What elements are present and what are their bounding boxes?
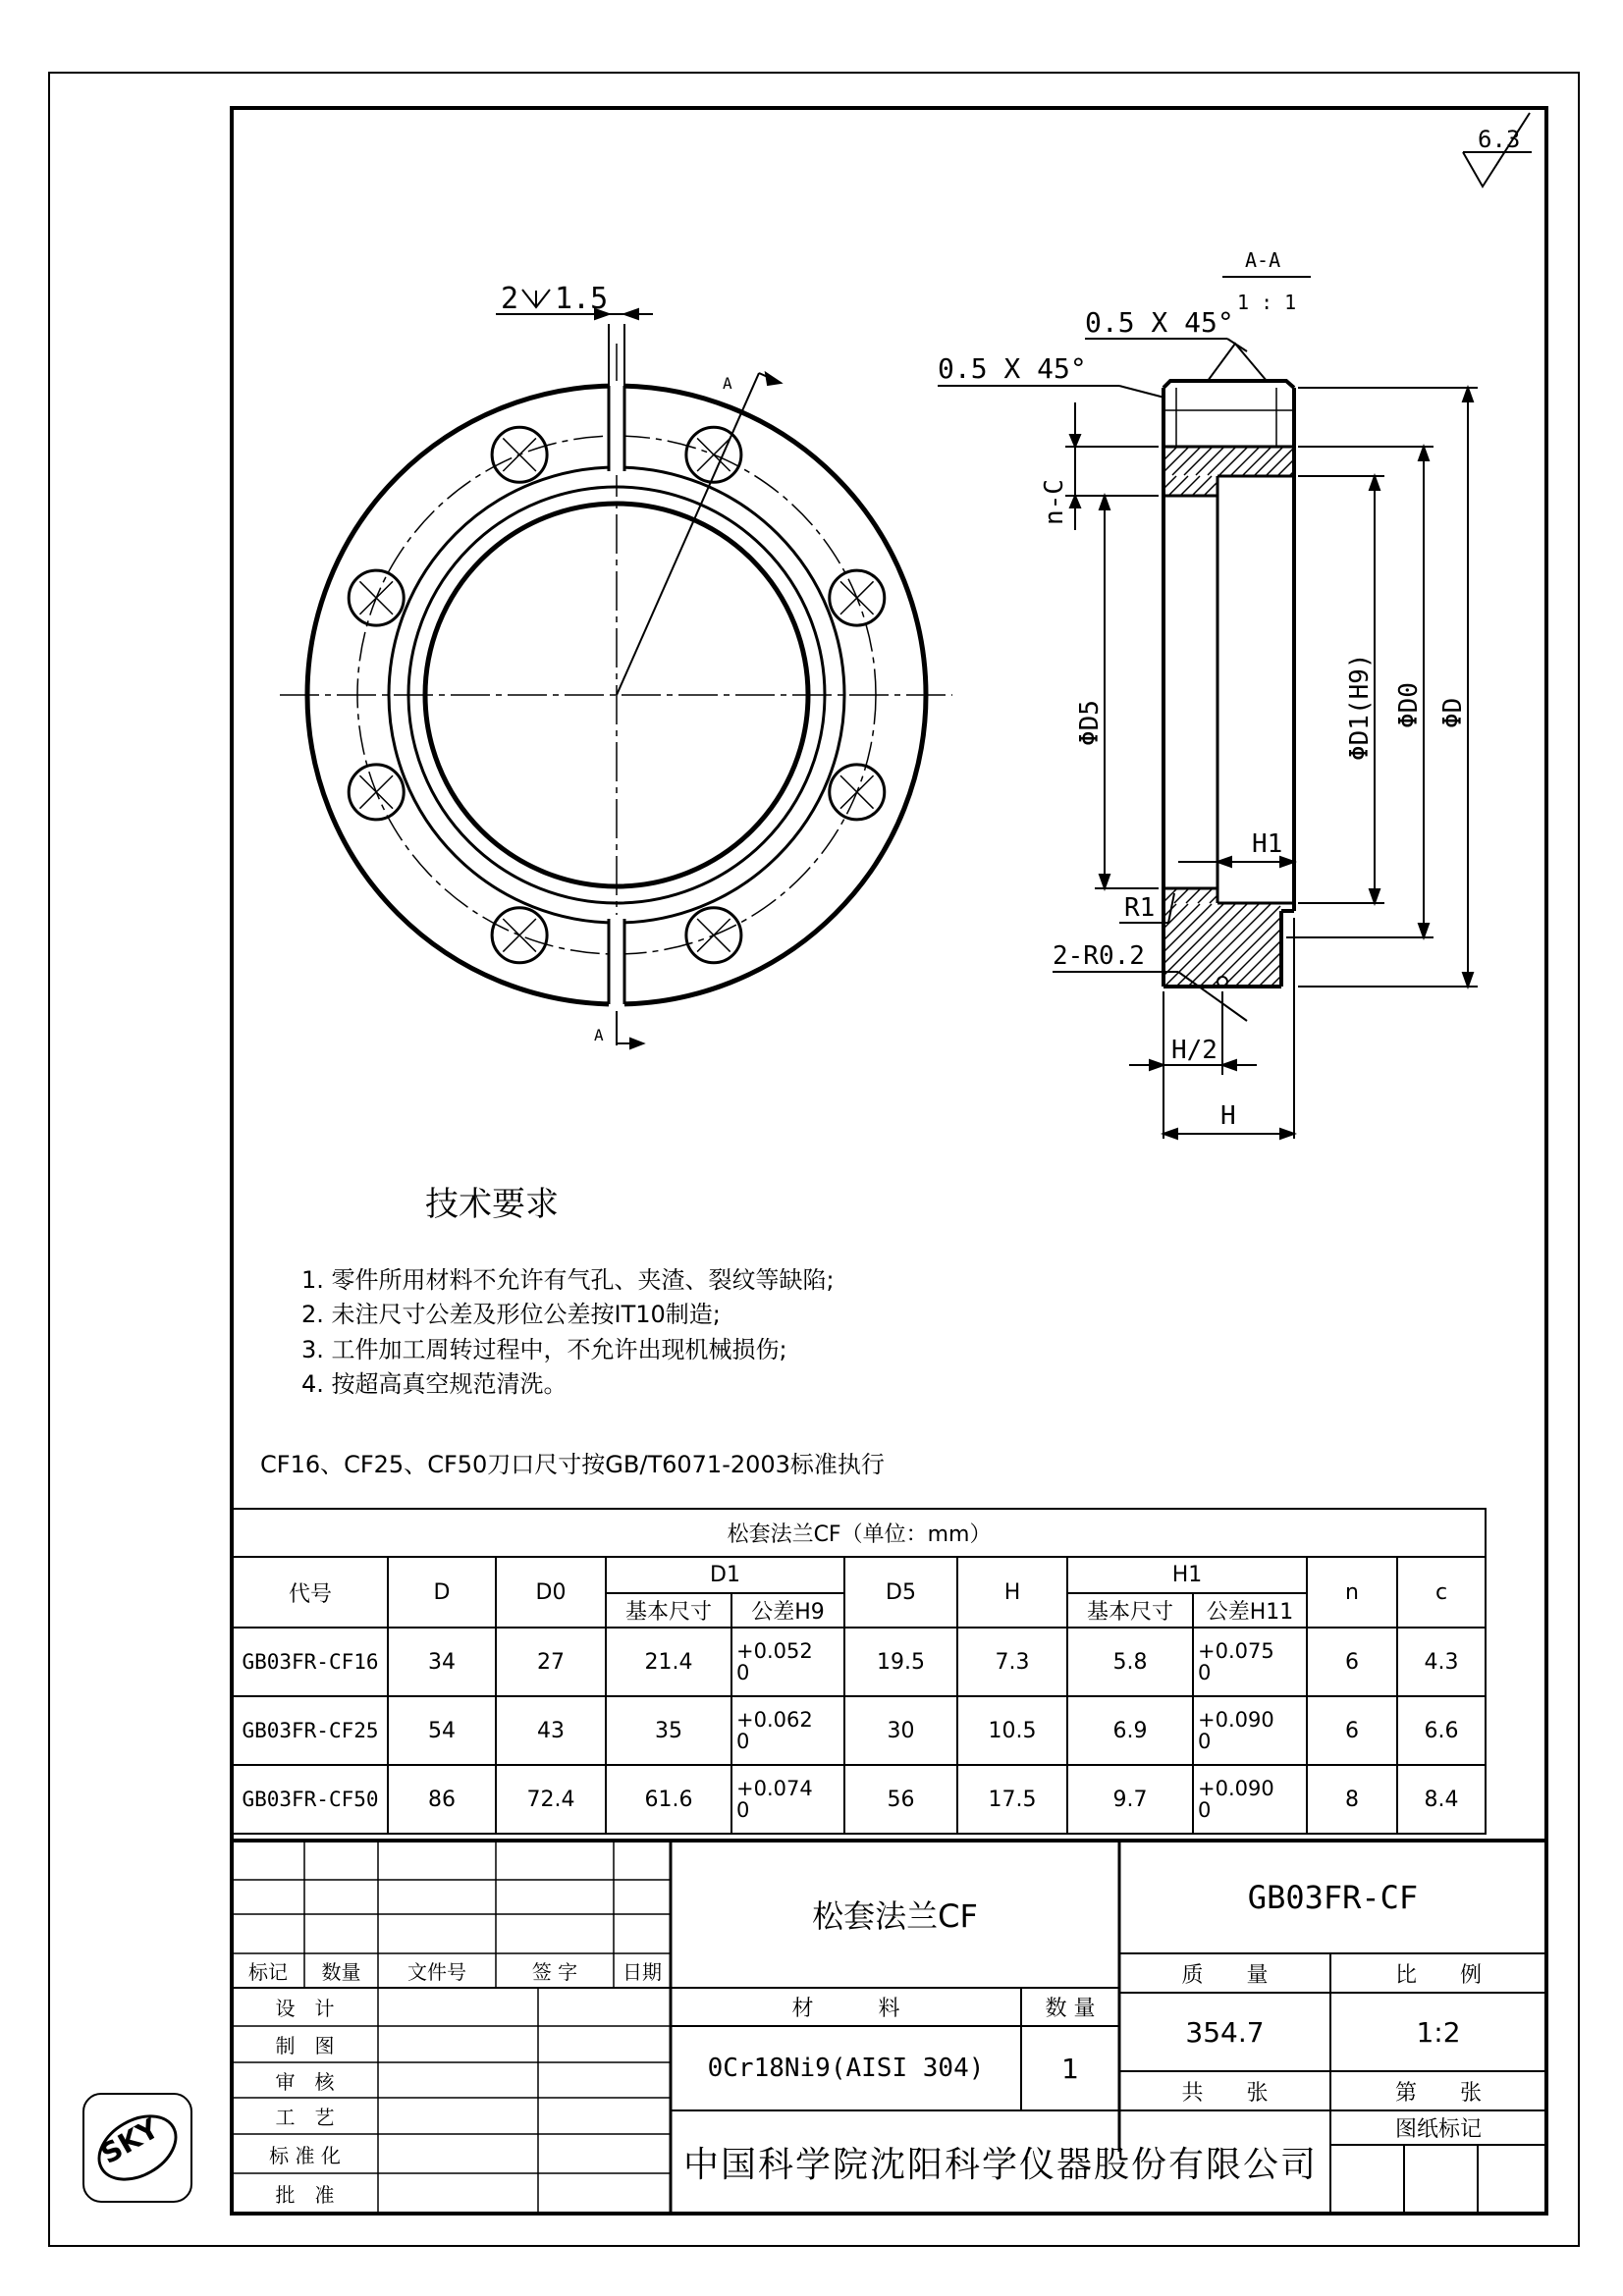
part-name: 松套法兰CF (812, 1897, 978, 1935)
company-name: 中国科学院沈阳科学仪器股份有限公司 (682, 2145, 1318, 2185)
tech-item-3: 3. 工件加工周转过程中，不允许出现机械损伤; (301, 1336, 787, 1363)
sheet-number: 第 张 (1394, 2080, 1482, 2106)
chamfer-top-label: 0.5 X 45° (1085, 306, 1234, 339)
cell-d0: 27 (496, 1628, 606, 1696)
header-n: n (1307, 1557, 1397, 1628)
header-h1-tol: 公差H11 (1193, 1593, 1307, 1628)
section-title: A-A (1245, 248, 1281, 272)
cell-h1-tol-lower: 0 (1198, 1798, 1212, 1822)
header-h: H (957, 1557, 1067, 1628)
d0-label: ΦD0 (1394, 682, 1424, 728)
section-mark-bottom: A (594, 1026, 604, 1044)
role-standard: 标 准 化 (269, 2143, 341, 2167)
section-mark-top: A (723, 374, 732, 393)
header-d1-basic: 基本尺寸 (606, 1593, 731, 1628)
cell-h: 7.3 (957, 1628, 1067, 1696)
header-c: c (1397, 1557, 1486, 1628)
cell-d1-tol-upper: +0.052 (736, 1639, 813, 1663)
rev-header-sign: 签 字 (531, 1960, 578, 1984)
header-d5: D5 (844, 1557, 957, 1628)
cell-d1: 21.4 (606, 1628, 731, 1696)
cell-d1-tol-upper: +0.074 (736, 1777, 813, 1800)
cell-d0: 43 (496, 1696, 606, 1765)
drawing-number: GB03FR-CF (1247, 1878, 1419, 1916)
role-draw: 制 图 (275, 2034, 335, 2057)
cell-h: 10.5 (957, 1696, 1067, 1765)
cell-h1: 6.9 (1067, 1696, 1193, 1765)
rev-header-doc: 文件号 (407, 1960, 466, 1984)
d1-label: ΦD1(H9) (1345, 653, 1375, 761)
groove-width: 2 (501, 282, 519, 316)
cell-c: 4.3 (1397, 1628, 1486, 1696)
header-d0: D0 (496, 1557, 606, 1628)
material-label: 材 料 (791, 1997, 900, 2021)
h-label: H (1220, 1101, 1236, 1131)
header-d1: D1 (606, 1557, 844, 1593)
rev-header-qty: 数量 (321, 1960, 361, 1984)
cell-h: 17.5 (957, 1765, 1067, 1834)
cell-n: 6 (1307, 1628, 1397, 1696)
qty-label: 数 量 (1045, 1997, 1096, 2021)
cell-d5: 19.5 (844, 1628, 957, 1696)
cell-d0: 72.4 (496, 1765, 606, 1834)
cell-d1-tol-lower: 0 (736, 1730, 750, 1753)
cell-d1-tol-upper: +0.062 (736, 1708, 813, 1732)
cell-d: 34 (388, 1628, 496, 1696)
cell-d1: 61.6 (606, 1765, 731, 1834)
role-process: 工 艺 (275, 2106, 335, 2129)
rev-header-mark: 标记 (248, 1960, 288, 1984)
cell-h1-tol-lower: 0 (1198, 1730, 1212, 1753)
half-h-label: H/2 (1171, 1036, 1217, 1065)
spec-table-title: 松套法兰CF（单位：mm） (233, 1509, 1486, 1557)
total-sheets: 共 张 (1181, 2080, 1269, 2106)
cell-d5: 56 (844, 1765, 957, 1834)
cell-h1-tol-lower: 0 (1198, 1661, 1212, 1684)
cell-h1: 5.8 (1067, 1628, 1193, 1696)
r02-label: 2-R0.2 (1053, 941, 1145, 971)
r1-label: R1 (1124, 893, 1156, 923)
drawing-mark: 图纸标记 (1394, 2117, 1482, 2142)
groove-depth: 1.5 (555, 282, 609, 316)
scale-value: 1:2 (1416, 2015, 1461, 2049)
cell-d: 86 (388, 1765, 496, 1834)
section-scale: 1 : 1 (1237, 291, 1297, 314)
chamfer-left-label: 0.5 X 45° (938, 352, 1087, 385)
role-review: 审 核 (275, 2069, 335, 2094)
role-design: 设 计 (275, 1997, 335, 2020)
cell-c: 6.6 (1397, 1696, 1486, 1765)
qty-value: 1 (1061, 2052, 1079, 2085)
cell-d1-tol-lower: 0 (736, 1661, 750, 1684)
d5-label: ΦD5 (1075, 700, 1105, 746)
cell-code: GB03FR-CF50 (233, 1765, 388, 1834)
cell-c: 8.4 (1397, 1765, 1486, 1834)
material-value: 0Cr18Ni9(AISI 304) (707, 2054, 985, 2083)
tech-note: CF16、CF25、CF50刀口尺寸按GB/T6071-2003标准执行 (260, 1451, 885, 1478)
header-code: 代号 (233, 1557, 388, 1628)
rev-header-date: 日期 (622, 1960, 662, 1984)
tech-item-1: 1. 零件所用材料不允许有气孔、夹渣、裂纹等缺陷; (301, 1266, 835, 1294)
cell-h1-tol-upper: +0.090 (1198, 1777, 1274, 1800)
h1-label: H1 (1252, 829, 1283, 859)
scale-label: 比 例 (1394, 1962, 1482, 1988)
header-h1-basic: 基本尺寸 (1067, 1593, 1193, 1628)
cell-h1-tol-upper: +0.075 (1198, 1639, 1274, 1663)
mass-value: 354.7 (1185, 2015, 1265, 2049)
header-d1-tol: 公差H9 (731, 1593, 844, 1628)
tech-item-4: 4. 按超高真空规范清洗。 (301, 1370, 568, 1398)
cell-n: 8 (1307, 1765, 1397, 1834)
cell-h1: 9.7 (1067, 1765, 1193, 1834)
cell-n: 6 (1307, 1696, 1397, 1765)
cell-code: GB03FR-CF25 (233, 1696, 388, 1765)
cell-d1: 35 (606, 1696, 731, 1765)
mass-label: 质 量 (1181, 1962, 1269, 1988)
tech-item-2: 2. 未注尺寸公差及形位公差按IT10制造; (301, 1301, 721, 1328)
cell-d5: 30 (844, 1696, 957, 1765)
cell-d1-tol-lower: 0 (736, 1798, 750, 1822)
role-approve: 批 准 (275, 2183, 335, 2207)
nc-label: n-C (1040, 479, 1069, 525)
header-h1: H1 (1067, 1557, 1307, 1593)
d-label: ΦD (1438, 697, 1468, 728)
header-d: D (388, 1557, 496, 1628)
cell-h1-tol-upper: +0.090 (1198, 1708, 1274, 1732)
cell-code: GB03FR-CF16 (233, 1628, 388, 1696)
cell-d: 54 (388, 1696, 496, 1765)
tech-title: 技术要求 (425, 1185, 559, 1224)
sky-logo-text: SKY (95, 2111, 165, 2171)
roughness-value: 6.3 (1478, 126, 1521, 153)
